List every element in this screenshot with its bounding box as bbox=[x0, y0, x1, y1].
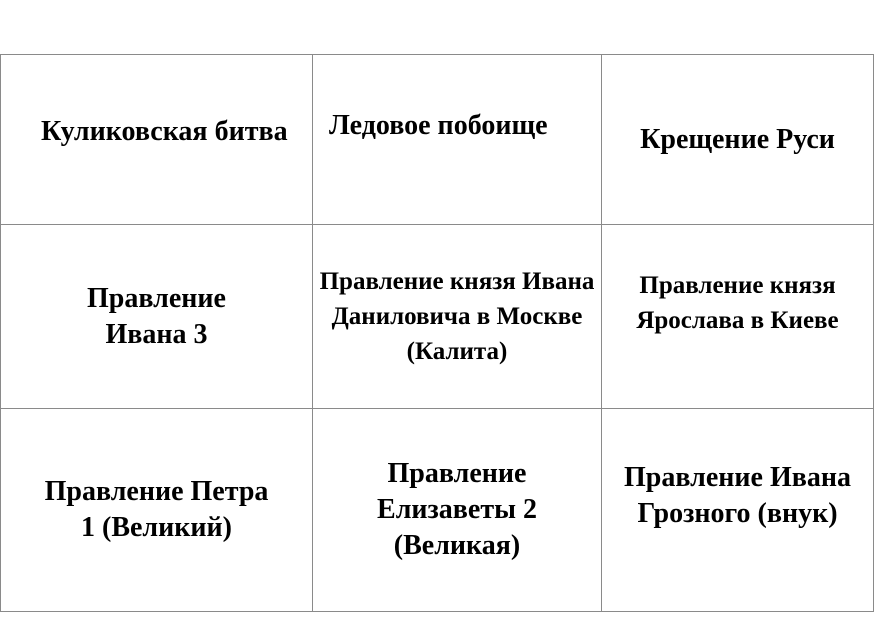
cell-text: Правление Ивана 3 bbox=[87, 282, 226, 350]
cell-text: Правление Елизаветы 2 (Великая) bbox=[377, 458, 537, 561]
table-cell bbox=[602, 55, 874, 225]
table-cell bbox=[313, 409, 602, 612]
table-row bbox=[1, 55, 874, 225]
table-cell bbox=[1, 55, 313, 225]
events-table bbox=[0, 54, 874, 612]
table-cell bbox=[602, 225, 874, 409]
table-cell bbox=[1, 225, 313, 409]
table-row bbox=[1, 225, 874, 409]
table-row bbox=[1, 409, 874, 612]
cell-text: Правление князя Ярослава в Киеве bbox=[636, 271, 839, 334]
cell-text: Ледовое побоище bbox=[329, 109, 548, 141]
table-cell bbox=[1, 409, 313, 612]
table-cell bbox=[313, 225, 602, 409]
cell-text: Правление князя Ивана Даниловича в Москве (Калита) bbox=[319, 268, 595, 365]
cell-text: Крещение Руси bbox=[640, 123, 835, 155]
cell-text: Правление Петра 1 (Великий) bbox=[44, 476, 269, 543]
cell-text: Правление Ивана Грозного (внук) bbox=[624, 462, 851, 529]
table-cell bbox=[313, 55, 602, 225]
table-cell bbox=[602, 409, 874, 612]
cell-text: Куликовская битва bbox=[41, 115, 288, 147]
